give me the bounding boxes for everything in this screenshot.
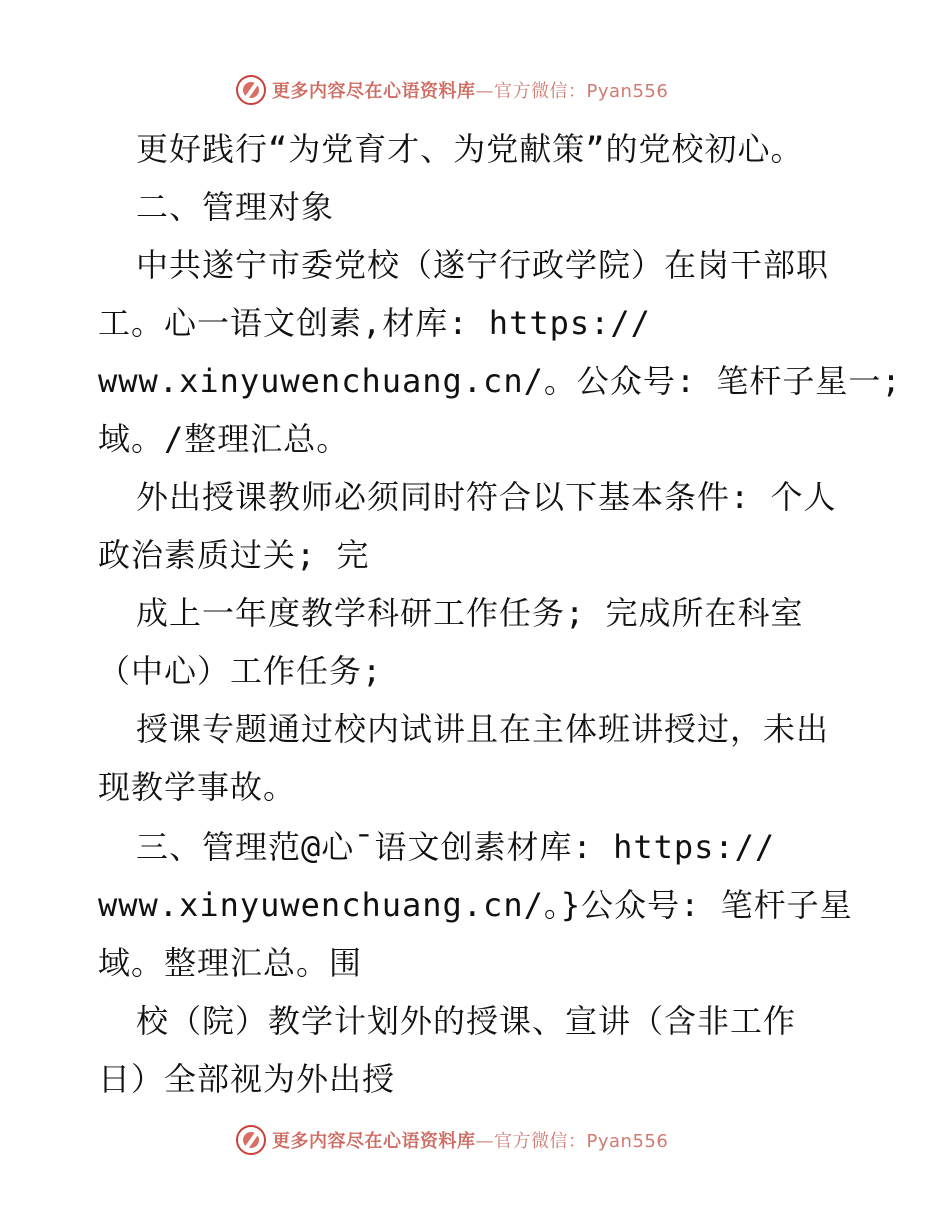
paragraph-line: （中心）工作任务; <box>98 652 383 690</box>
paragraph-line: 政治素质过关; 完 <box>98 536 370 574</box>
paragraph-line: 工。心一语文创素,材库: https:// <box>98 304 651 342</box>
footer-watermark <box>236 1123 716 1157</box>
paragraph-line: 域。/整理汇总。 <box>98 420 350 458</box>
section-heading: 二、管理对象 <box>136 188 335 226</box>
paragraph-line: 更好践行“为党育才、为党献策”的党校初心。 <box>136 130 804 168</box>
paragraph-line: www.xinyuwenchuang.cn/。公众号: 笔杆子星一; <box>98 362 902 400</box>
paragraph-line: 校（院）教学计划外的授课、宣讲（含非工作 <box>136 1002 797 1040</box>
paragraph-line: 中共遂宁市委党校（遂宁行政学院）在岗干部职 <box>136 246 830 284</box>
paragraph-line: 成上一年度教学科研工作任务; 完成所在科室 <box>136 594 804 632</box>
watermark-wechat: 官方微信：Pyan556 <box>494 81 669 102</box>
pen-circle-logo-icon <box>236 75 266 105</box>
watermark-main: 更多内容尽在心语资料库 <box>272 1131 476 1152</box>
paragraph-line: 授课专题通过校内试讲且在主体班讲授过，未出 <box>136 710 830 748</box>
paragraph-line: 域。整理汇总。围 <box>98 944 363 982</box>
watermark-separator: — <box>475 1131 494 1152</box>
section-heading: 三、管理范@心¯语文创素材库: https:// <box>136 828 776 866</box>
paragraph-line: 外出授课教师必须同时符合以下基本条件: 个人 <box>136 478 837 516</box>
paragraph-line: 日）全部视为外出授 <box>98 1060 396 1098</box>
watermark-main: 更多内容尽在心语资料库 <box>272 81 476 102</box>
watermark-wechat: 官方微信：Pyan556 <box>494 1131 669 1152</box>
watermark-separator: — <box>475 81 494 102</box>
watermark-text <box>272 1127 668 1153</box>
watermark-text <box>272 77 668 103</box>
header-watermark <box>236 73 716 107</box>
paragraph-line: www.xinyuwenchuang.cn/。}公众号: 笔杆子星 <box>98 886 853 924</box>
pen-circle-logo-icon <box>236 1125 266 1155</box>
paragraph-line: 现教学事故。 <box>98 768 297 806</box>
